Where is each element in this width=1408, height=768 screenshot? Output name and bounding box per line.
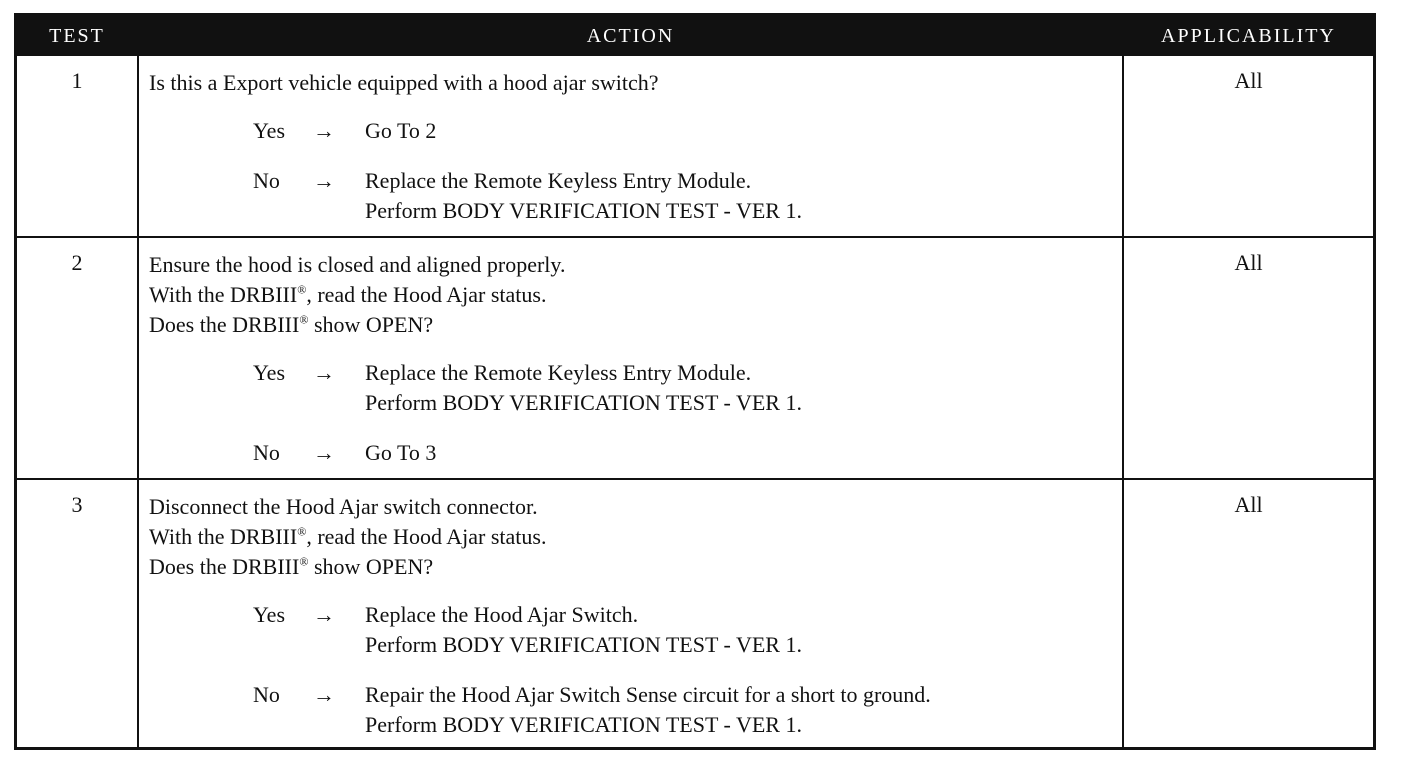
test-number: 3 [71,492,83,517]
header-action: ACTION [586,25,675,47]
answer-label: Yes [253,118,286,143]
answer-result: Replace the Remote Keyless Entry Module. Perform BODY VERIFICATION TEST - VER 1. [365,168,802,223]
table-row-test-2 [17,238,1373,478]
test-applicability: All [1234,68,1263,93]
answer-result: Repair the Hood Ajar Switch Sense circuit for a short to ground. Perform BODY VERIFICATION TEST - VER 1. [365,682,931,737]
registered-mark: ® [299,312,309,327]
arrow-right-icon: → [313,682,335,707]
arrow-right-icon: → [313,168,335,193]
table-row-test-1 [17,56,1373,236]
registered-mark: ® [297,282,307,297]
table-header [17,16,1373,56]
answer-label: No [253,682,280,707]
header-applicability: APPLICABILITY [1161,25,1336,47]
table-row-test-3 [17,480,1373,750]
arrow-right-icon: → [313,440,335,465]
answer-result: Replace the Hood Ajar Switch. Perform BODY VERIFICATION TEST - VER 1. [365,602,802,657]
test-question: Disconnect the Hood Ajar switch connector. With the DRBIII®, read the Hood Ajar status. Does the DRBIII® show OPEN? [149,494,547,579]
registered-mark: ® [299,554,309,569]
header-test: TEST [49,25,105,47]
answer-result: Go To 2 [365,118,437,143]
registered-mark: ® [297,524,307,539]
arrow-right-icon: → [313,602,335,627]
diagnostic-test-table [14,13,1376,750]
test-number: 1 [71,68,83,93]
test-applicability: All [1234,250,1263,275]
answer-label: Yes [253,360,286,385]
answer-label: No [253,440,280,465]
arrow-right-icon: → [313,118,335,143]
answer-label: No [253,168,280,193]
answer-result: Go To 3 [365,440,437,465]
arrow-right-icon: → [313,360,335,385]
test-number: 2 [71,250,83,275]
answer-result: Replace the Remote Keyless Entry Module. Perform BODY VERIFICATION TEST - VER 1. [365,360,802,415]
answer-label: Yes [253,602,286,627]
test-question: Is this a Export vehicle equipped with a hood ajar switch? [149,70,659,95]
test-applicability: All [1234,492,1263,517]
test-question: Ensure the hood is closed and aligned properly. With the DRBIII®, read the Hood Ajar status. Does the DRBIII® show OPEN? [149,252,566,337]
